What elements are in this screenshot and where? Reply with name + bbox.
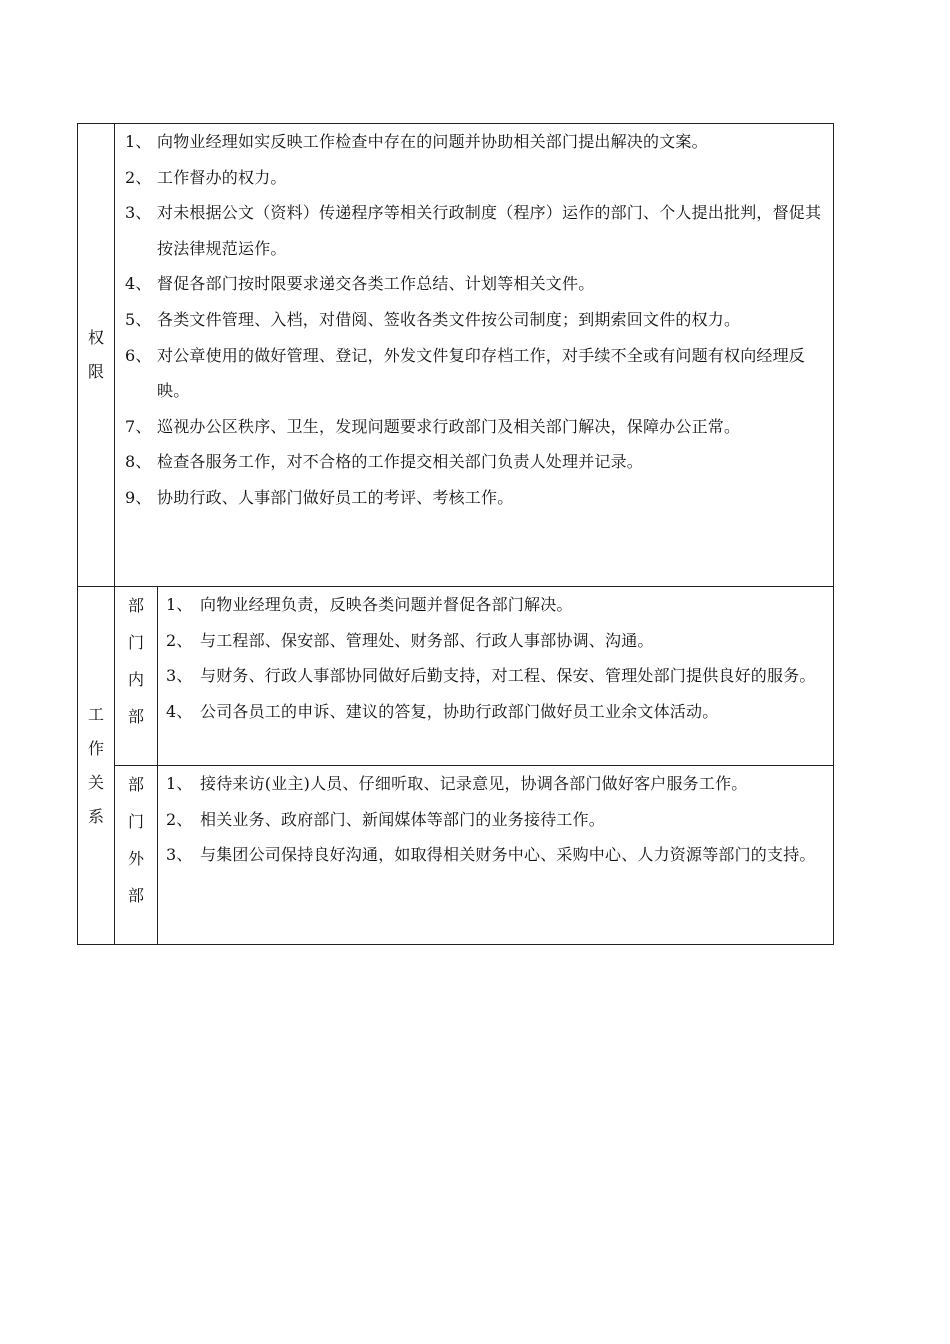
item-number: 8、 bbox=[125, 452, 152, 472]
external-item bbox=[166, 802, 825, 838]
external-label-cell bbox=[115, 766, 158, 945]
item-number: 4、 bbox=[166, 701, 193, 721]
work-relations-label-char: 关 bbox=[87, 772, 104, 792]
internal-label-char: 部 bbox=[127, 707, 144, 726]
authority-item bbox=[125, 444, 825, 480]
item-text: 对公章使用的做好管理、登记，外发文件复印存档工作，对手续不全或有问题有权向经理反映。 bbox=[157, 345, 806, 401]
item-number: 5、 bbox=[125, 309, 152, 329]
external-item bbox=[166, 837, 825, 873]
item-number: 9、 bbox=[125, 487, 152, 507]
internal-relations-row bbox=[78, 587, 834, 766]
external-relations-row bbox=[78, 766, 834, 945]
item-text: 与集团公司保持良好沟通，如取得相关财务中心、采购中心、人力资源等部门的支持。 bbox=[200, 845, 816, 864]
work-relations-label-cell bbox=[78, 587, 115, 945]
authority-item bbox=[125, 124, 825, 160]
item-text: 与财务、行政人事部协同做好后勤支持，对工程、保安、管理处部门提供良好的服务。 bbox=[200, 666, 816, 685]
internal-label-cell bbox=[115, 587, 158, 766]
item-number: 7、 bbox=[125, 416, 152, 436]
external-list bbox=[158, 766, 833, 879]
work-relations-label-char: 作 bbox=[87, 738, 104, 758]
item-number: 2、 bbox=[166, 809, 193, 829]
internal-label bbox=[115, 587, 157, 735]
internal-item bbox=[166, 623, 825, 659]
internal-label-char: 部 bbox=[127, 596, 144, 615]
authority-item bbox=[125, 266, 825, 302]
authority-content-cell bbox=[115, 124, 834, 587]
item-text: 接待来访(业主)人员、仔细听取、记录意见，协调各部门做好客户服务工作。 bbox=[200, 774, 748, 793]
authority-item bbox=[125, 160, 825, 196]
item-number: 3、 bbox=[125, 203, 152, 223]
authority-item bbox=[125, 480, 825, 516]
internal-item bbox=[166, 658, 825, 694]
item-text: 相关业务、政府部门、新闻媒体等部门的业务接待工作。 bbox=[200, 809, 606, 829]
work-relations-label-char: 工 bbox=[87, 704, 104, 724]
external-label bbox=[115, 766, 157, 914]
item-text: 向物业经理负责，反映各类问题并督促各部门解决。 bbox=[200, 595, 573, 614]
item-text: 向物业经理如实反映工作检查中存在的问题并协助相关部门提出解决的文案。 bbox=[157, 132, 708, 151]
authority-label-char: 限 bbox=[87, 362, 104, 381]
job-description-table bbox=[77, 123, 834, 945]
authority-list bbox=[115, 124, 833, 522]
item-number: 6、 bbox=[125, 345, 152, 365]
item-number: 1、 bbox=[125, 132, 152, 151]
item-text: 巡视办公区秩序、卫生，发现问题要求行政部门及相关部门解决，保障办公正常。 bbox=[157, 416, 741, 436]
item-text: 协助行政、人事部门做好员工的考评、考核工作。 bbox=[157, 487, 514, 507]
work-relations-label-char: 系 bbox=[87, 806, 104, 826]
item-number: 2、 bbox=[166, 630, 193, 650]
item-text: 对未根据公文（资料）传递程序等相关行政制度（程序）运作的部门、个人提出批判，督促其按法律规范运作。 bbox=[157, 203, 822, 258]
item-number: 2、 bbox=[125, 167, 152, 187]
item-number: 4、 bbox=[125, 274, 152, 294]
internal-item bbox=[166, 694, 825, 730]
external-label-char: 部 bbox=[127, 775, 144, 794]
external-label-char: 部 bbox=[127, 886, 144, 905]
item-number: 1、 bbox=[166, 774, 193, 793]
authority-label-char: 权 bbox=[87, 328, 104, 347]
item-text: 各类文件管理、入档，对借阅、签收各类文件按公司制度；到期索回文件的权力。 bbox=[157, 309, 741, 329]
item-number: 3、 bbox=[166, 666, 193, 685]
authority-label-cell bbox=[78, 124, 115, 587]
external-content-cell bbox=[158, 766, 834, 945]
external-label-char: 外 bbox=[127, 849, 144, 868]
authority-item bbox=[125, 338, 825, 409]
internal-item bbox=[166, 587, 825, 623]
internal-label-char: 内 bbox=[127, 670, 144, 689]
internal-list bbox=[158, 587, 833, 735]
authority-row bbox=[78, 124, 834, 587]
item-text: 督促各部门按时限要求递交各类工作总结、计划等相关文件。 bbox=[157, 274, 595, 294]
authority-item bbox=[125, 195, 825, 266]
external-label-char: 门 bbox=[127, 812, 144, 831]
authority-label bbox=[78, 321, 114, 389]
internal-content-cell bbox=[158, 587, 834, 766]
internal-label-char: 门 bbox=[127, 633, 144, 652]
work-relations-label bbox=[78, 698, 114, 834]
item-text: 与工程部、保安部、管理处、财务部、行政人事部协调、沟通。 bbox=[200, 630, 654, 650]
authority-item bbox=[125, 409, 825, 445]
item-text: 检查各服务工作，对不合格的工作提交相关部门负责人处理并记录。 bbox=[157, 452, 644, 472]
item-number: 1、 bbox=[166, 595, 193, 614]
item-number: 3、 bbox=[166, 845, 193, 864]
authority-item bbox=[125, 302, 825, 338]
external-item bbox=[166, 766, 825, 802]
item-text: 工作督办的权力。 bbox=[157, 167, 287, 187]
item-text: 公司各员工的申诉、建议的答复，协助行政部门做好员工业余文体活动。 bbox=[200, 701, 719, 721]
